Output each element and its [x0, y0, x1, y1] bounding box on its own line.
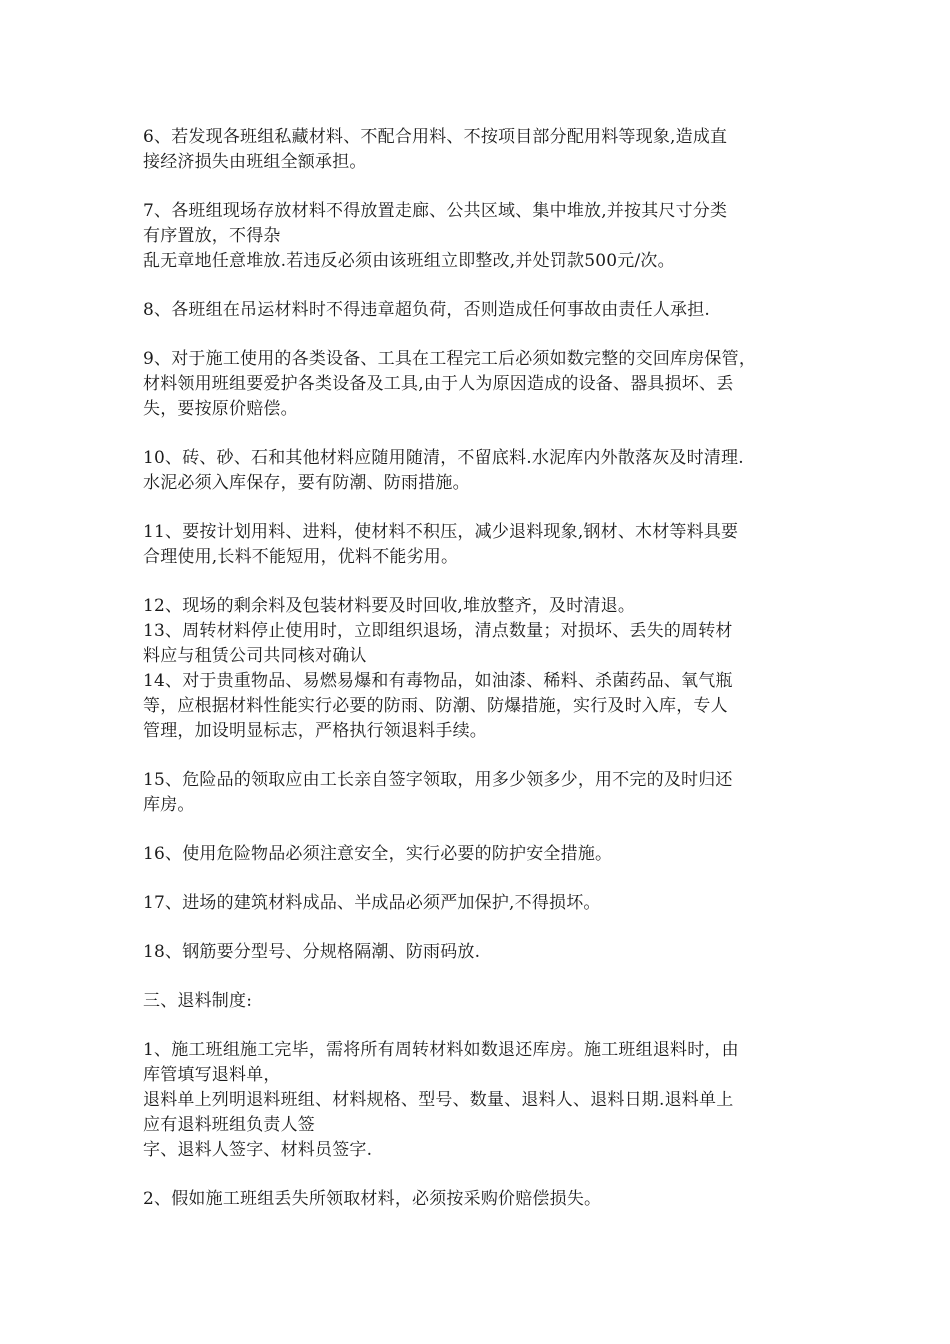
text-line: 2、假如施工班组丢失所领取材料，必须按采购价赔偿损失。: [143, 1189, 602, 1209]
text-line: 6、若发现各班组私藏材料、不配合用料、不按项目部分配用料等现象,造成直: [143, 127, 728, 147]
text-line: 14、对于贵重物品、易燃易爆和有毒物品，如油漆、稀料、杀菌药品、氧气瓶: [143, 671, 733, 691]
text-line: 等，应根据材料性能实行必要的防雨、防潮、防爆措施，实行及时入库，专人: [143, 696, 728, 716]
paragraph-item-15: [143, 768, 823, 818]
text-line: 12、现场的剩余料及包装材料要及时回收,堆放整齐，及时清退。: [143, 596, 636, 616]
text-line: 18、钢筋要分型号、分规格隔潮、防雨码放.: [143, 942, 481, 962]
text-line: 11、要按计划用料、进料，使材料不积压，减少退料现象,钢材、木材等料具要: [143, 522, 739, 542]
text-line: 17、进场的建筑材料成品、半成品必须严加保护,不得损坏。: [143, 893, 601, 913]
paragraph-item-8: [143, 298, 823, 323]
text-line: 7、各班组现场存放材料不得放置走廊、公共区域、集中堆放,并按其尺寸分类: [143, 201, 728, 221]
text-line: 16、使用危险物品必须注意安全，实行必要的防护安全措施。: [143, 844, 613, 864]
text-line: 15、危险品的领取应由工长亲自签字领取，用多少领多少，用不完的及时归还: [143, 770, 733, 790]
text-line: 有序置放，不得杂: [143, 226, 281, 246]
paragraph-item-7: [143, 199, 823, 274]
text-line: 材料领用班组要爱护各类设备及工具,由于人为原因造成的设备、器具损坏、丢: [143, 374, 734, 394]
document-body: [143, 125, 823, 1212]
text-line: 失，要按原价赔偿。: [143, 399, 298, 419]
text-line: 退料单上列明退料班组、材料规格、型号、数量、退料人、退料日期.退料单上: [143, 1090, 734, 1110]
text-line: 料应与租赁公司共同核对确认: [143, 646, 367, 666]
paragraph-item-17: [143, 891, 823, 916]
section-heading-text: 三、退料制度:: [143, 991, 253, 1011]
text-line: 10、砖、砂、石和其他材料应随用随清，不留底料.水泥库内外散落灰及时清理.: [143, 448, 744, 468]
paragraph-item-10: [143, 446, 823, 496]
text-line: 9、对于施工使用的各类设备、工具在工程完工后必须如数完整的交回库房保管，: [143, 349, 757, 369]
paragraph-item-18: [143, 940, 823, 965]
text-line: 管理，加设明显标志，严格执行领退料手续。: [143, 721, 487, 741]
text-line: 13、周转材料停止使用时，立即组织退场，清点数量；对损坏、丢失的周转材: [143, 621, 733, 641]
text-line: 应有退料班组负责人签: [143, 1115, 315, 1135]
paragraph-item-return-1: [143, 1038, 823, 1163]
text-line: 1、施工班组施工完毕，需将所有周转材料如数退还库房。施工班组退料时，由: [143, 1040, 739, 1060]
text-line: 乱无章地任意堆放.若违反必须由该班组立即整改,并处罚款500元/次。: [143, 251, 675, 271]
paragraph-item-6: [143, 125, 823, 175]
text-line: 字、退料人签字、材料员签字.: [143, 1140, 373, 1160]
text-line: 库房。: [143, 795, 195, 815]
paragraph-item-16: [143, 842, 823, 867]
text-line: 接经济损失由班组全额承担。: [143, 152, 367, 172]
text-line: 水泥必须入库保存，要有防潮、防雨措施。: [143, 473, 470, 493]
paragraph-item-11: [143, 520, 823, 570]
section-heading: [143, 989, 823, 1014]
text-line: 合理使用,长料不能短用，优料不能劣用。: [143, 547, 459, 567]
text-line: 库管填写退料单，: [143, 1065, 281, 1085]
paragraph-item-12-14: [143, 594, 823, 744]
paragraph-item-9: [143, 347, 823, 422]
paragraph-item-return-2: [143, 1187, 823, 1212]
text-line: 8、各班组在吊运材料时不得违章超负荷，否则造成任何事故由责任人承担.: [143, 300, 711, 320]
